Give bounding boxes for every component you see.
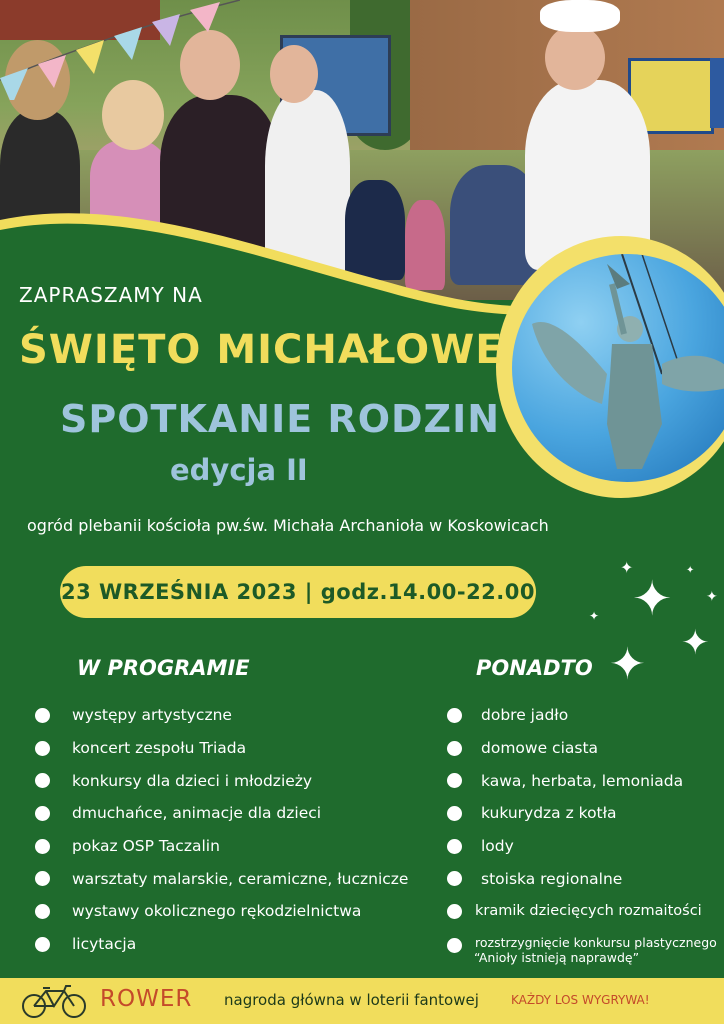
program-list xyxy=(72,699,452,961)
list-item xyxy=(72,830,452,863)
sparkle-star-icon: ✦ xyxy=(706,589,718,605)
list-item-label: pokaz OSP Taczalin xyxy=(72,837,220,856)
bunting-flags xyxy=(0,0,240,100)
date-time-badge xyxy=(60,566,536,618)
bullet-dot-icon xyxy=(35,708,50,723)
list-item-label: występy artystyczne xyxy=(72,706,232,725)
list-item-label: kawa, herbata, lemoniada xyxy=(481,771,684,790)
list-item-contest xyxy=(475,928,724,972)
bullet-dot-icon xyxy=(35,741,50,756)
list-item-label: warsztaty malarskie, ceramiczne, łucznicze xyxy=(72,869,409,888)
bicycle-icon xyxy=(20,982,88,1020)
list-item-label: kramik dziecięcych rozmaitości xyxy=(475,903,702,920)
list-item-label: dobre jadło xyxy=(481,706,569,725)
list-item xyxy=(481,862,724,895)
program-title: W PROGRAMIE xyxy=(77,656,250,680)
edition-label: edycja II xyxy=(170,453,308,487)
bullet-dot-icon xyxy=(447,806,462,821)
list-item xyxy=(481,699,724,732)
bullet-dot-icon xyxy=(447,871,462,886)
date-time-text: 23 WRZEŚNIA 2023 | godz.14.00-22.00 xyxy=(60,580,535,604)
extras-list xyxy=(474,699,724,972)
photo-man-head xyxy=(270,45,318,103)
list-item xyxy=(481,764,724,797)
extras-title: PONADTO xyxy=(476,656,593,680)
list-item xyxy=(475,895,724,928)
invite-text: ZAPRASZAMY NA xyxy=(19,283,203,307)
list-item xyxy=(481,797,724,830)
list-item xyxy=(481,830,724,863)
list-item xyxy=(72,764,452,797)
bullet-dot-icon xyxy=(35,937,50,952)
sparkle-star-icon: ✦ xyxy=(609,639,646,690)
sparkle-star-icon: ✦ xyxy=(620,558,634,577)
bullet-dot-icon xyxy=(35,839,50,854)
bullet-dot-icon xyxy=(447,938,462,953)
contest-line-2: “Anioły istnieją naprawdę” xyxy=(474,949,640,965)
list-item-label: domowe ciasta xyxy=(481,739,599,758)
bullet-dot-icon xyxy=(35,904,50,919)
list-item xyxy=(72,895,452,928)
bullet-dot-icon xyxy=(35,773,50,788)
list-item xyxy=(72,928,452,961)
list-item-label: kukurydza z kotła xyxy=(481,804,617,823)
event-subtitle: SPOTKANIE RODZIN xyxy=(60,397,501,441)
list-item xyxy=(481,732,724,765)
bullet-dot-icon xyxy=(447,708,462,723)
list-item xyxy=(72,699,452,732)
lottery-slogan: KAŻDY LOS WYGRYWA! xyxy=(511,993,650,1007)
bullet-dot-icon xyxy=(447,839,462,854)
event-title: ŚWIĘTO MICHAŁOWE xyxy=(19,327,504,373)
list-item xyxy=(72,732,452,765)
prize-description: nagroda główna w loterii fantowej xyxy=(224,991,479,1009)
contest-line-1: rozstrzygnięcie konkursu plastycznego xyxy=(475,934,717,950)
list-item-label: konkursy dla dzieci i młodzieży xyxy=(72,771,313,790)
bullet-dot-icon xyxy=(447,741,462,756)
list-item-label: dmuchańce, animacje dla dzieci xyxy=(72,804,322,823)
photo-chef-head xyxy=(545,25,605,90)
prize-item: ROWER xyxy=(100,986,193,1012)
event-location: ogród plebanii kościoła pw.św. Michała Archanioła w Koskowicach xyxy=(27,516,549,535)
photo-flag xyxy=(710,58,724,128)
bullet-dot-icon xyxy=(447,773,462,788)
list-item-label: wystawy okolicznego rękodzielnictwa xyxy=(72,902,362,921)
bullet-dot-icon xyxy=(447,904,462,919)
sparkle-star-icon: ✦ xyxy=(686,565,695,576)
list-item xyxy=(72,797,452,830)
list-item-label: lody xyxy=(481,837,514,856)
bullet-dot-icon xyxy=(35,806,50,821)
sparkle-star-icon: ✦ xyxy=(589,609,600,623)
list-item xyxy=(72,862,452,895)
bullet-dot-icon xyxy=(35,871,50,886)
photo-chef-hat xyxy=(540,0,620,32)
list-item-label: koncert zespołu Triada xyxy=(72,739,247,758)
list-item-label: stoiska regionalne xyxy=(481,869,623,888)
list-item-label: licytacja xyxy=(72,935,137,954)
sparkle-star-icon: ✦ xyxy=(681,623,710,663)
sparkle-star-icon: ✦ xyxy=(632,571,673,627)
